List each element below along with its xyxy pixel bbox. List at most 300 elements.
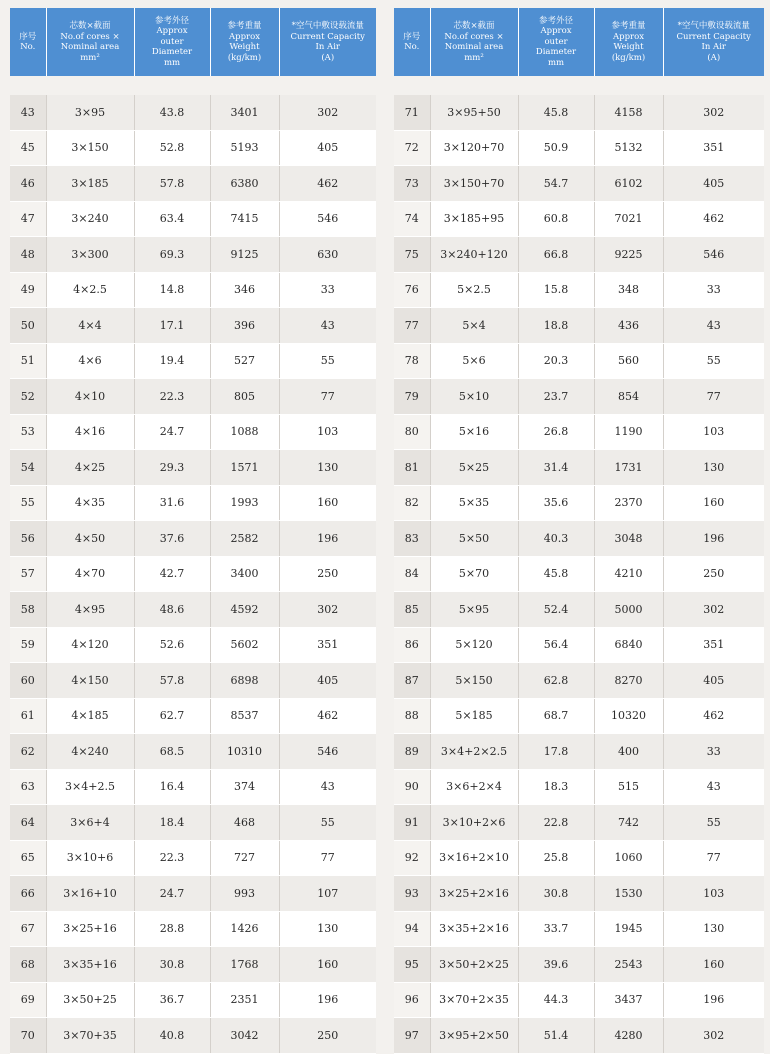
table-row: [394, 237, 764, 273]
cell-current-capacity: 130: [663, 911, 764, 947]
table-row: [10, 343, 376, 379]
cell-cores-area: 3×150+70: [430, 166, 518, 202]
cell-diameter: 52.8: [134, 130, 210, 166]
cell-current-capacity: 302: [279, 592, 376, 628]
table-row: [10, 982, 376, 1018]
cell-no: 89: [394, 734, 430, 770]
cell-current-capacity: 351: [663, 627, 764, 663]
table-row: [10, 1018, 376, 1054]
cell-current-capacity: 33: [663, 272, 764, 308]
table-row: [394, 734, 764, 770]
cell-cores-area: 3×25+2×16: [430, 876, 518, 912]
cell-no: 94: [394, 911, 430, 947]
table-row: [10, 627, 376, 663]
cell-cores-area: 4×6: [46, 343, 134, 379]
cell-cores-area: 3×120+70: [430, 130, 518, 166]
cell-current-capacity: 302: [279, 95, 376, 130]
cell-diameter: 52.4: [518, 592, 594, 628]
header-no: 序号 No.: [10, 8, 46, 76]
cell-current-capacity: 250: [279, 1018, 376, 1054]
cell-weight: 805: [210, 379, 279, 415]
cell-current-capacity: 55: [279, 805, 376, 841]
cell-diameter: 42.7: [134, 556, 210, 592]
cell-current-capacity: 196: [279, 521, 376, 557]
cell-weight: 1768: [210, 947, 279, 983]
cell-current-capacity: 130: [279, 450, 376, 486]
cell-diameter: 45.8: [518, 556, 594, 592]
cell-weight: 346: [210, 272, 279, 308]
cell-no: 97: [394, 1018, 430, 1054]
table-row: [394, 450, 764, 486]
cell-current-capacity: 196: [279, 982, 376, 1018]
cell-diameter: 60.8: [518, 201, 594, 237]
right-table-panel: [394, 8, 764, 1054]
cell-weight: 4592: [210, 592, 279, 628]
cell-weight: 1945: [594, 911, 663, 947]
cell-no: 51: [10, 343, 46, 379]
table-row: [394, 556, 764, 592]
cell-weight: 1993: [210, 485, 279, 521]
cell-diameter: 62.8: [518, 663, 594, 699]
cell-cores-area: 4×150: [46, 663, 134, 699]
table-row: [10, 698, 376, 734]
table-row: [10, 237, 376, 273]
header-no: 序号 No.: [394, 8, 430, 76]
cell-no: 63: [10, 769, 46, 805]
cell-diameter: 37.6: [134, 521, 210, 557]
cell-diameter: 22.8: [518, 805, 594, 841]
table-row: [394, 982, 764, 1018]
cell-weight: 1530: [594, 876, 663, 912]
cell-cores-area: 4×4: [46, 308, 134, 344]
cell-no: 66: [10, 876, 46, 912]
cell-no: 53: [10, 414, 46, 450]
cell-weight: 9125: [210, 237, 279, 273]
cell-no: 55: [10, 485, 46, 521]
cell-current-capacity: 302: [663, 95, 764, 130]
cell-cores-area: 3×50+25: [46, 982, 134, 1018]
header-cores: 芯数×截面 No.of cores × Nominal area mm²: [430, 8, 518, 76]
cell-no: 93: [394, 876, 430, 912]
cell-current-capacity: 43: [663, 769, 764, 805]
table-row: [10, 876, 376, 912]
cell-diameter: 19.4: [134, 343, 210, 379]
cell-current-capacity: 43: [279, 308, 376, 344]
cell-current-capacity: 130: [663, 450, 764, 486]
cell-cores-area: 3×185+95: [430, 201, 518, 237]
cell-cores-area: 3×95+2×50: [430, 1018, 518, 1054]
cell-no: 59: [10, 627, 46, 663]
cell-diameter: 44.3: [518, 982, 594, 1018]
cell-diameter: 24.7: [134, 414, 210, 450]
cell-cores-area: 3×10+6: [46, 840, 134, 876]
cell-weight: 8537: [210, 698, 279, 734]
cell-current-capacity: 160: [279, 947, 376, 983]
table-row: [394, 130, 764, 166]
cell-no: 46: [10, 166, 46, 202]
cell-no: 54: [10, 450, 46, 486]
cell-cores-area: 3×240: [46, 201, 134, 237]
cell-diameter: 54.7: [518, 166, 594, 202]
cell-current-capacity: 462: [663, 698, 764, 734]
cell-diameter: 30.8: [134, 947, 210, 983]
cell-weight: 4280: [594, 1018, 663, 1054]
cell-no: 77: [394, 308, 430, 344]
cell-no: 65: [10, 840, 46, 876]
table-body-right: [394, 76, 764, 1053]
table-row: [10, 592, 376, 628]
cell-diameter: 51.4: [518, 1018, 594, 1054]
table-row: [394, 840, 764, 876]
cell-weight: 6898: [210, 663, 279, 699]
cell-no: 43: [10, 95, 46, 130]
table-row: [10, 911, 376, 947]
header-weight: 参考重量 Approx Weight (kg/km): [210, 8, 279, 76]
cell-diameter: 68.7: [518, 698, 594, 734]
cell-no: 56: [10, 521, 46, 557]
cell-diameter: 35.6: [518, 485, 594, 521]
cell-no: 71: [394, 95, 430, 130]
table-row: [394, 201, 764, 237]
cell-weight: 727: [210, 840, 279, 876]
table-row: [10, 414, 376, 450]
cell-weight: 5132: [594, 130, 663, 166]
cell-diameter: 45.8: [518, 95, 594, 130]
cell-weight: 3401: [210, 95, 279, 130]
cell-no: 73: [394, 166, 430, 202]
cell-no: 95: [394, 947, 430, 983]
cell-no: 78: [394, 343, 430, 379]
cell-cores-area: 3×16+2×10: [430, 840, 518, 876]
cell-diameter: 23.7: [518, 379, 594, 415]
cell-current-capacity: 302: [663, 1018, 764, 1054]
cell-no: 92: [394, 840, 430, 876]
cell-weight: 560: [594, 343, 663, 379]
cell-current-capacity: 405: [663, 166, 764, 202]
cell-no: 50: [10, 308, 46, 344]
cell-weight: 6102: [594, 166, 663, 202]
cell-diameter: 69.3: [134, 237, 210, 273]
cell-weight: 3437: [594, 982, 663, 1018]
table-row: [394, 805, 764, 841]
header-cores: 芯数×截面 No.of cores × Nominal area mm²: [46, 8, 134, 76]
cell-no: 96: [394, 982, 430, 1018]
table-row: [394, 627, 764, 663]
table-header-row: [394, 8, 764, 76]
cell-current-capacity: 546: [279, 201, 376, 237]
cell-no: 52: [10, 379, 46, 415]
table-row: [10, 166, 376, 202]
cell-diameter: 17.1: [134, 308, 210, 344]
table-row: [10, 450, 376, 486]
cell-diameter: 50.9: [518, 130, 594, 166]
cell-diameter: 39.6: [518, 947, 594, 983]
table-row: [10, 556, 376, 592]
cell-cores-area: 4×240: [46, 734, 134, 770]
cell-diameter: 62.7: [134, 698, 210, 734]
cell-cores-area: 5×6: [430, 343, 518, 379]
cell-diameter: 22.3: [134, 840, 210, 876]
cell-no: 70: [10, 1018, 46, 1054]
cell-current-capacity: 103: [279, 414, 376, 450]
cell-diameter: 16.4: [134, 769, 210, 805]
cell-cores-area: 3×6+2×4: [430, 769, 518, 805]
cell-current-capacity: 33: [663, 734, 764, 770]
cell-current-capacity: 107: [279, 876, 376, 912]
cell-diameter: 56.4: [518, 627, 594, 663]
table-row: [10, 947, 376, 983]
cell-cores-area: 3×50+2×25: [430, 947, 518, 983]
cell-diameter: 15.8: [518, 272, 594, 308]
cell-weight: 3400: [210, 556, 279, 592]
cell-current-capacity: 351: [663, 130, 764, 166]
cell-no: 87: [394, 663, 430, 699]
cell-weight: 5602: [210, 627, 279, 663]
cell-no: 49: [10, 272, 46, 308]
cell-no: 76: [394, 272, 430, 308]
cell-cores-area: 5×150: [430, 663, 518, 699]
cell-diameter: 57.8: [134, 663, 210, 699]
table-row: [10, 272, 376, 308]
table-row: [10, 805, 376, 841]
cell-weight: 2370: [594, 485, 663, 521]
cell-diameter: 43.8: [134, 95, 210, 130]
cell-cores-area: 4×70: [46, 556, 134, 592]
cell-weight: 6840: [594, 627, 663, 663]
table-row: [394, 592, 764, 628]
table-row: [10, 840, 376, 876]
left-table-panel: [10, 8, 376, 1054]
cell-diameter: 26.8: [518, 414, 594, 450]
cell-weight: 1571: [210, 450, 279, 486]
cell-weight: 10320: [594, 698, 663, 734]
cell-cores-area: 3×6+4: [46, 805, 134, 841]
cell-diameter: 24.7: [134, 876, 210, 912]
cell-no: 91: [394, 805, 430, 841]
cell-weight: 1088: [210, 414, 279, 450]
cell-current-capacity: 43: [279, 769, 376, 805]
cell-cores-area: 3×185: [46, 166, 134, 202]
cell-cores-area: 4×35: [46, 485, 134, 521]
cell-no: 86: [394, 627, 430, 663]
cell-diameter: 22.3: [134, 379, 210, 415]
table-row: [394, 308, 764, 344]
cell-current-capacity: 462: [279, 166, 376, 202]
table-row: [394, 521, 764, 557]
cell-current-capacity: 405: [279, 663, 376, 699]
table-row: [10, 379, 376, 415]
cell-current-capacity: 462: [663, 201, 764, 237]
table-row: [10, 201, 376, 237]
cell-no: 80: [394, 414, 430, 450]
cell-weight: 7415: [210, 201, 279, 237]
cell-current-capacity: 160: [663, 485, 764, 521]
cable-spec-table-left: [10, 8, 376, 1054]
cell-weight: 4158: [594, 95, 663, 130]
cell-current-capacity: 160: [663, 947, 764, 983]
cell-no: 90: [394, 769, 430, 805]
cell-cores-area: 3×16+10: [46, 876, 134, 912]
cell-current-capacity: 546: [279, 734, 376, 770]
cell-weight: 854: [594, 379, 663, 415]
header-diameter: 参考外径 Approx outer Diameter mm: [134, 8, 210, 76]
cell-diameter: 31.4: [518, 450, 594, 486]
cell-weight: 2582: [210, 521, 279, 557]
cell-diameter: 40.3: [518, 521, 594, 557]
cell-diameter: 30.8: [518, 876, 594, 912]
cell-current-capacity: 160: [279, 485, 376, 521]
table-row: [394, 876, 764, 912]
cell-current-capacity: 462: [279, 698, 376, 734]
cell-diameter: 18.8: [518, 308, 594, 344]
table-row: [10, 95, 376, 130]
cell-cores-area: 3×35+2×16: [430, 911, 518, 947]
cell-diameter: 68.5: [134, 734, 210, 770]
header-capacity: *空气中敷设载流量 Current Capacity In Air (A): [279, 8, 376, 76]
cell-cores-area: 3×300: [46, 237, 134, 273]
cell-cores-area: 4×50: [46, 521, 134, 557]
cell-no: 85: [394, 592, 430, 628]
table-row: [10, 521, 376, 557]
cell-weight: 436: [594, 308, 663, 344]
cell-cores-area: 3×25+16: [46, 911, 134, 947]
cell-current-capacity: 196: [663, 982, 764, 1018]
cell-no: 74: [394, 201, 430, 237]
cell-weight: 374: [210, 769, 279, 805]
cell-weight: 3048: [594, 521, 663, 557]
cell-current-capacity: 130: [279, 911, 376, 947]
cell-diameter: 52.6: [134, 627, 210, 663]
table-row: [10, 769, 376, 805]
cell-cores-area: 5×120: [430, 627, 518, 663]
cell-weight: 8270: [594, 663, 663, 699]
header-weight: 参考重量 Approx Weight (kg/km): [594, 8, 663, 76]
table-row: [394, 272, 764, 308]
cell-no: 48: [10, 237, 46, 273]
table-row: [394, 379, 764, 415]
cell-current-capacity: 630: [279, 237, 376, 273]
cell-current-capacity: 77: [279, 379, 376, 415]
table-header-row: [10, 8, 376, 76]
cell-current-capacity: 43: [663, 308, 764, 344]
cell-weight: 348: [594, 272, 663, 308]
cell-no: 64: [10, 805, 46, 841]
cell-weight: 7021: [594, 201, 663, 237]
cell-weight: 2543: [594, 947, 663, 983]
header-diameter: 参考外径 Approx outer Diameter mm: [518, 8, 594, 76]
cell-no: 57: [10, 556, 46, 592]
cell-current-capacity: 302: [663, 592, 764, 628]
cell-current-capacity: 33: [279, 272, 376, 308]
cell-weight: 742: [594, 805, 663, 841]
cell-no: 69: [10, 982, 46, 1018]
cell-diameter: 66.8: [518, 237, 594, 273]
cell-cores-area: 5×35: [430, 485, 518, 521]
cell-current-capacity: 77: [663, 840, 764, 876]
table-row: [394, 1018, 764, 1054]
cell-no: 61: [10, 698, 46, 734]
cell-weight: 468: [210, 805, 279, 841]
header-capacity: *空气中敷设载流量 Current Capacity In Air (A): [663, 8, 764, 76]
cell-current-capacity: 55: [663, 805, 764, 841]
cell-weight: 6380: [210, 166, 279, 202]
cell-weight: 993: [210, 876, 279, 912]
table-row: [394, 911, 764, 947]
table-body-left: [10, 76, 376, 1053]
table-row: [394, 414, 764, 450]
cell-diameter: 14.8: [134, 272, 210, 308]
cell-no: 60: [10, 663, 46, 699]
cell-current-capacity: 77: [663, 379, 764, 415]
cell-weight: 396: [210, 308, 279, 344]
cell-cores-area: 3×10+2×6: [430, 805, 518, 841]
cell-no: 82: [394, 485, 430, 521]
cell-cores-area: 3×4+2×2.5: [430, 734, 518, 770]
cell-current-capacity: 103: [663, 414, 764, 450]
cell-current-capacity: 250: [279, 556, 376, 592]
cell-cores-area: 3×35+16: [46, 947, 134, 983]
cell-no: 81: [394, 450, 430, 486]
cell-cores-area: 4×120: [46, 627, 134, 663]
cell-no: 79: [394, 379, 430, 415]
cell-cores-area: 4×185: [46, 698, 134, 734]
cell-cores-area: 3×150: [46, 130, 134, 166]
cell-cores-area: 5×16: [430, 414, 518, 450]
cell-no: 47: [10, 201, 46, 237]
cell-cores-area: 4×2.5: [46, 272, 134, 308]
cell-weight: 9225: [594, 237, 663, 273]
cell-no: 45: [10, 130, 46, 166]
cell-diameter: 20.3: [518, 343, 594, 379]
cell-cores-area: 5×185: [430, 698, 518, 734]
cell-weight: 1731: [594, 450, 663, 486]
table-row: [10, 308, 376, 344]
cell-cores-area: 5×70: [430, 556, 518, 592]
cell-diameter: 57.8: [134, 166, 210, 202]
table-row: [394, 485, 764, 521]
cell-current-capacity: 546: [663, 237, 764, 273]
cell-cores-area: 3×240+120: [430, 237, 518, 273]
cell-weight: 1426: [210, 911, 279, 947]
cell-weight: 3042: [210, 1018, 279, 1054]
cell-current-capacity: 103: [663, 876, 764, 912]
cell-cores-area: 4×16: [46, 414, 134, 450]
cell-current-capacity: 55: [663, 343, 764, 379]
cell-weight: 400: [594, 734, 663, 770]
table-row: [10, 734, 376, 770]
cell-no: 83: [394, 521, 430, 557]
cell-weight: 5000: [594, 592, 663, 628]
table-row: [394, 663, 764, 699]
cell-diameter: 25.8: [518, 840, 594, 876]
cell-cores-area: 5×25: [430, 450, 518, 486]
table-row: [10, 130, 376, 166]
cell-current-capacity: 77: [279, 840, 376, 876]
table-row: [394, 166, 764, 202]
cell-cores-area: 3×70+35: [46, 1018, 134, 1054]
table-row: [394, 947, 764, 983]
table-row: [10, 485, 376, 521]
cell-cores-area: 5×4: [430, 308, 518, 344]
cell-diameter: 48.6: [134, 592, 210, 628]
cell-weight: 10310: [210, 734, 279, 770]
cell-diameter: 17.8: [518, 734, 594, 770]
cell-cores-area: 5×2.5: [430, 272, 518, 308]
cell-no: 88: [394, 698, 430, 734]
cell-cores-area: 3×70+2×35: [430, 982, 518, 1018]
cell-current-capacity: 55: [279, 343, 376, 379]
table-row: [394, 343, 764, 379]
